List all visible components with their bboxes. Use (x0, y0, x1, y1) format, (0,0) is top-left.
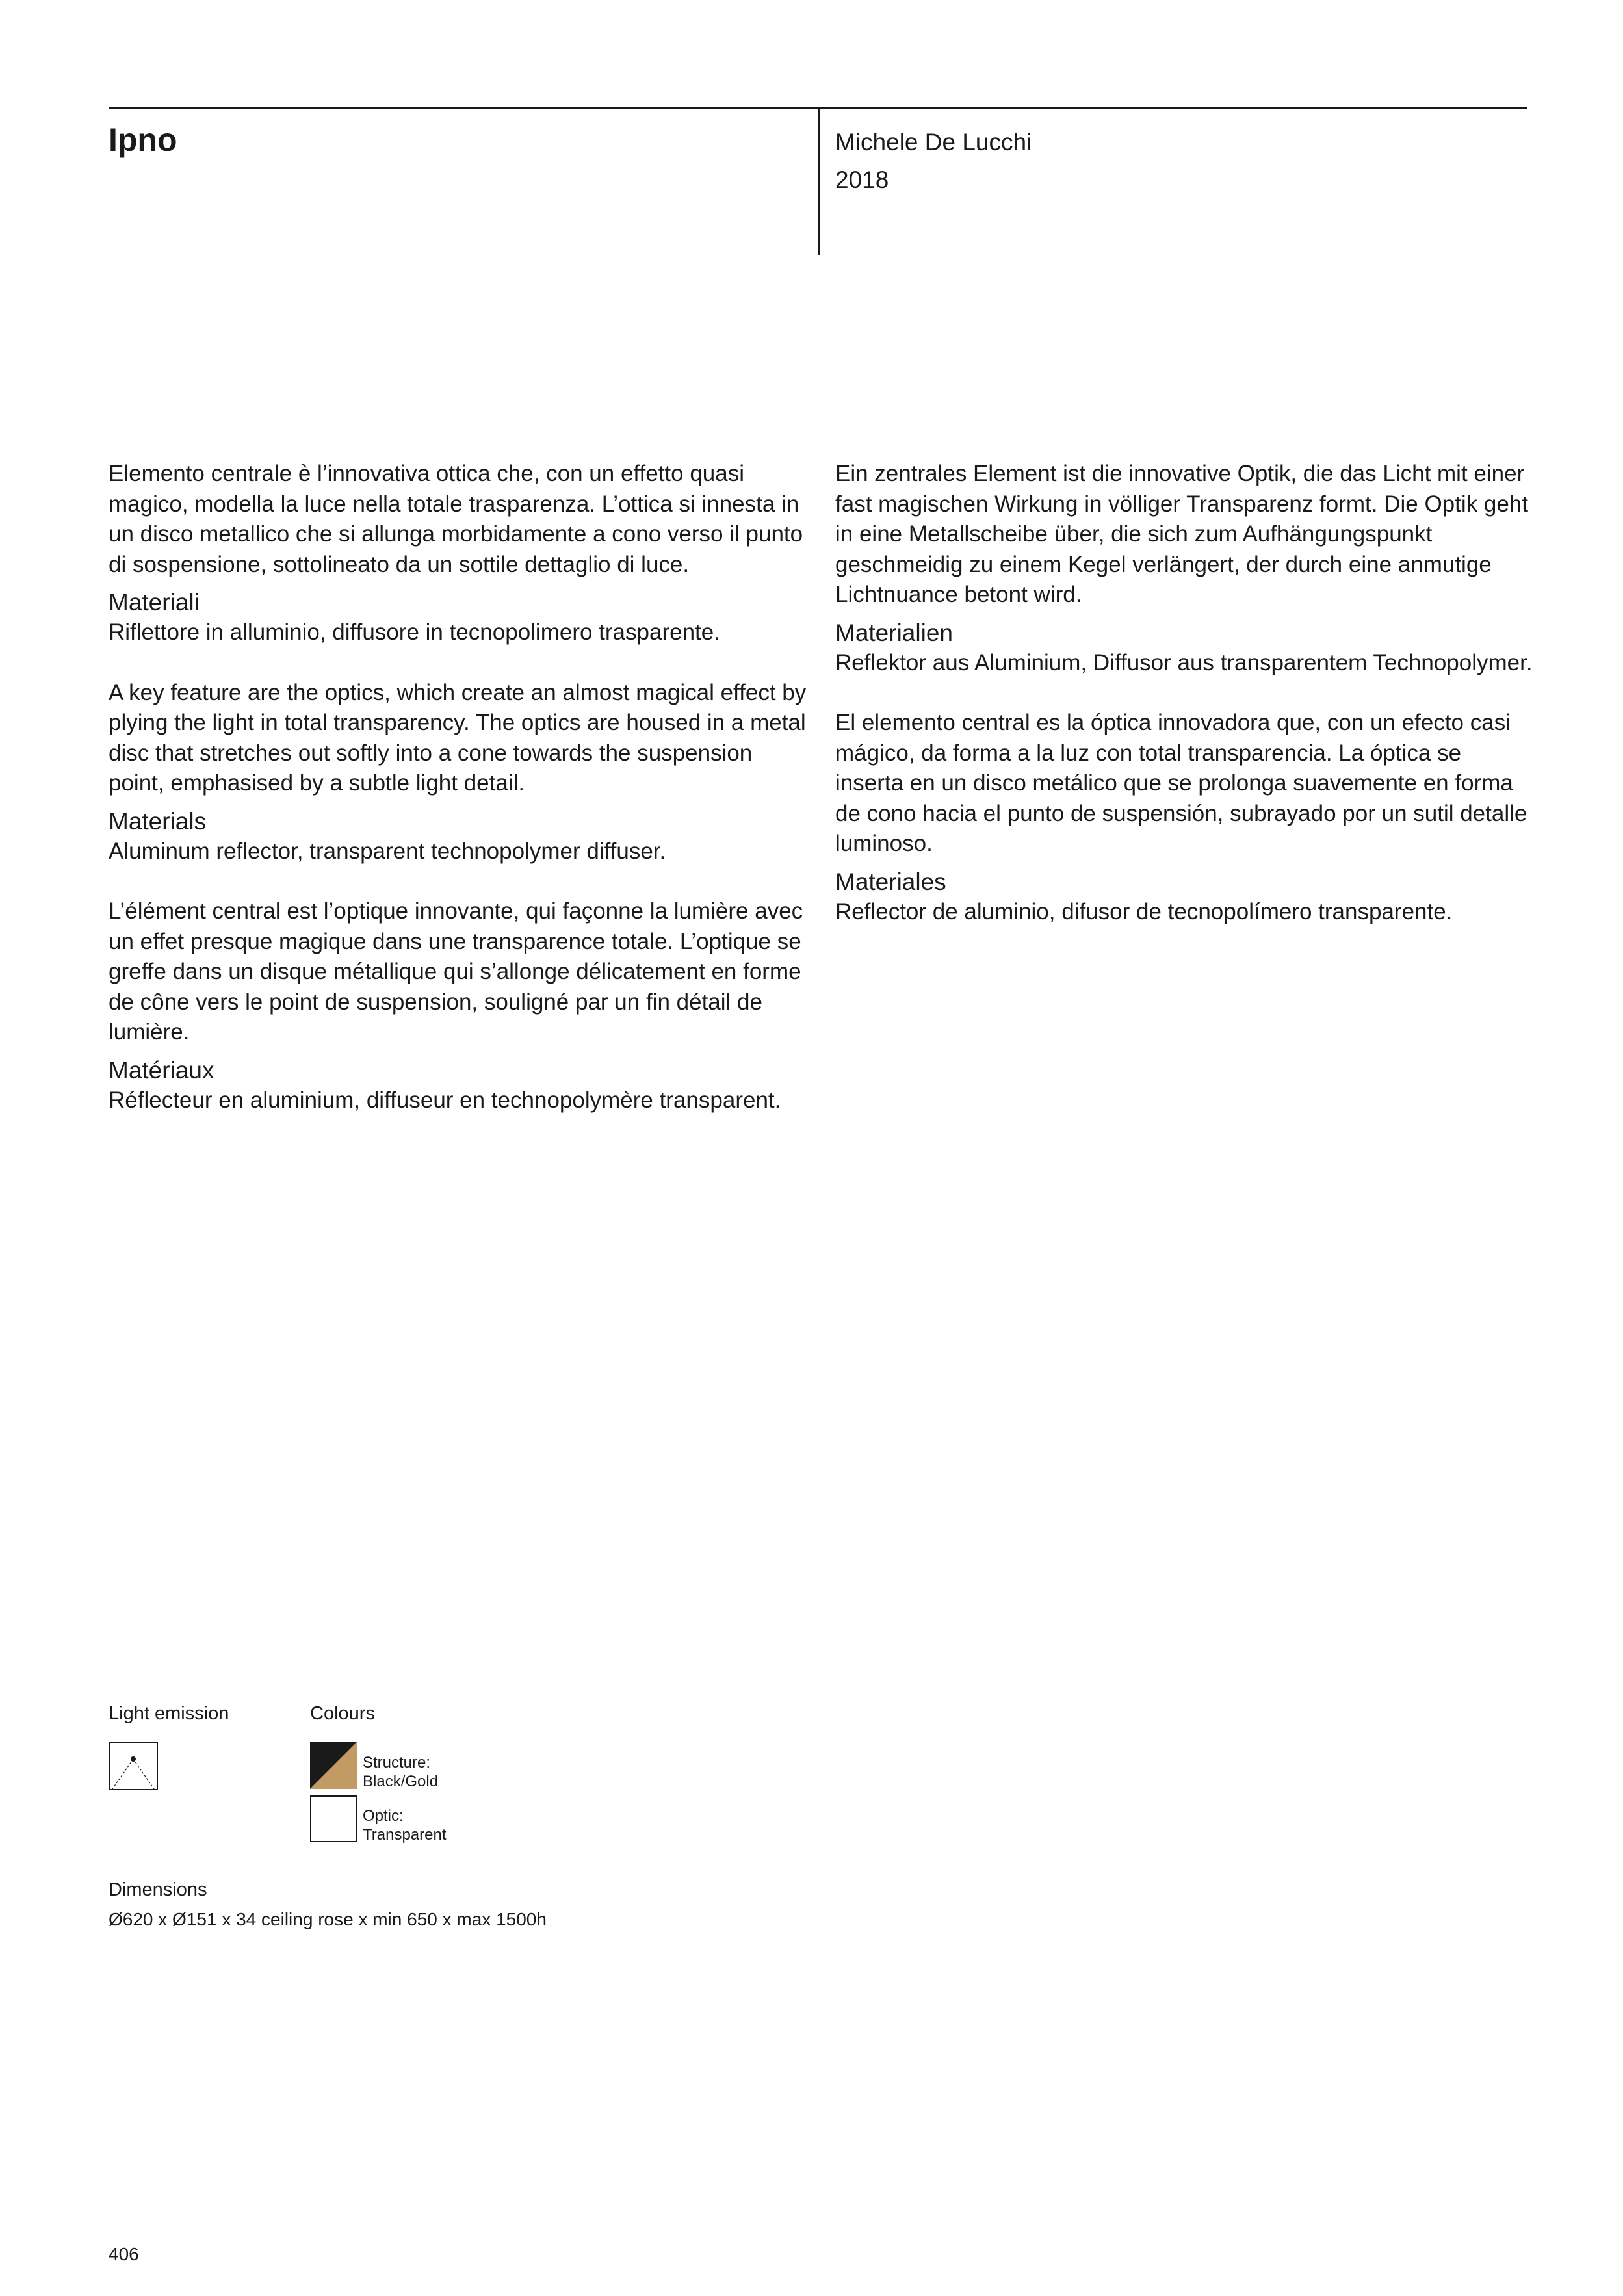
downlight-emission-icon (109, 1742, 158, 1790)
dimensions-label: Dimensions (109, 1879, 207, 1900)
structure-color-label (363, 1753, 438, 1791)
swatch-optic-transparent (311, 1796, 356, 1842)
description-it: Elemento centrale è l’innovativa ottica che, con un effetto quasi magico, modella la luce nella totale trasparenza. L’ottica si innesta in un disco metallico che si allunga morbidamente a cono verso il punto di sospensione, sottolineato da un sottile dettaglio di luce. (109, 461, 803, 577)
materials-text-it: Riflettore in alluminio, diffusore in tecnopolimero trasparente. (109, 620, 720, 645)
materials-text-es: Reflector de aluminio, difusor de tecnopolímero transparente. (835, 898, 1453, 924)
text-column-left (109, 459, 807, 1145)
structure-color-label-line2: Black/Gold (363, 1773, 439, 1790)
description-es: El elemento central es la óptica innovadora que, con un efecto casi mágico, da forma a la luz con total transparencia. La óptica se inserta en un disco metálico que se prolonga suavemente en forma de cono hacia el punto de suspensión, subrayado por un sutil detalle luminoso. (835, 710, 1527, 856)
text-block-it (109, 459, 807, 648)
description-fr: L’élément central est l’optique innovante, qui façonne la lumière avec un effet presque magique dans une transparence totale. L’optique se greffe dans un disque métallique qui s’allonge délicatement en forme de cône vers le point de suspension, souligné par un fin détail de lumière. (109, 898, 803, 1045)
text-block-de (835, 459, 1534, 678)
structure-color-label-line1: Structure: (363, 1754, 431, 1771)
materials-heading-it: Materiali (109, 589, 200, 616)
materials-text-en: Aluminum reflector, transparent technopolymer diffuser. (109, 838, 666, 864)
text-column-right (835, 459, 1534, 957)
optic-color-label (363, 1807, 447, 1844)
materials-text-de: Reflektor aus Aluminium, Diffusor aus transparentem Technopolymer. (835, 649, 1533, 675)
dimensions-value: Ø620 x Ø151 x 34 ceiling rose x min 650 x max 1500h (109, 1909, 547, 1929)
optic-color-label-line1: Optic: (363, 1807, 404, 1825)
structure-color-swatch (310, 1742, 357, 1789)
materials-heading-es: Materiales (835, 868, 946, 895)
text-block-es (835, 708, 1534, 927)
product-title: Ipno (109, 122, 177, 158)
materials-heading-de: Materialien (835, 619, 953, 646)
designer-name: Michele De Lucchi (835, 129, 1032, 155)
colours-label: Colours (310, 1703, 375, 1724)
description-de: Ein zentrales Element ist die innovative Optik, die das Licht mit einer fast magischen Wirkung in völliger Transparenz formt. Die Optik geht in eine Metallscheibe über, die sich zum Aufhängungspunkt geschmeidig zu einem Kegel verlängert, der durch eine anmutige Lichtnuance betont wird. (835, 461, 1528, 607)
text-block-fr (109, 896, 807, 1115)
description-en: A key feature are the optics, which create an almost magical effect by plying the light in total transparency. The optics are housed in a metal disc that stretches out softly into a cone towards the suspension point, emphasised by a subtle light detail. (109, 679, 807, 796)
design-year: 2018 (835, 166, 889, 193)
materials-heading-fr: Matériaux (109, 1056, 214, 1084)
designer-block (835, 124, 1032, 199)
materials-heading-en: Materials (109, 807, 207, 835)
header-divider (818, 108, 820, 255)
optic-color-swatch (310, 1795, 357, 1842)
light-emission-label: Light emission (109, 1703, 229, 1724)
optic-color-label-line2: Transparent (363, 1826, 447, 1844)
page-number: 406 (109, 2244, 139, 2264)
materials-text-fr: Réflecteur en aluminium, diffuseur en technopolymère transparent. (109, 1087, 781, 1113)
text-block-en (109, 678, 807, 867)
